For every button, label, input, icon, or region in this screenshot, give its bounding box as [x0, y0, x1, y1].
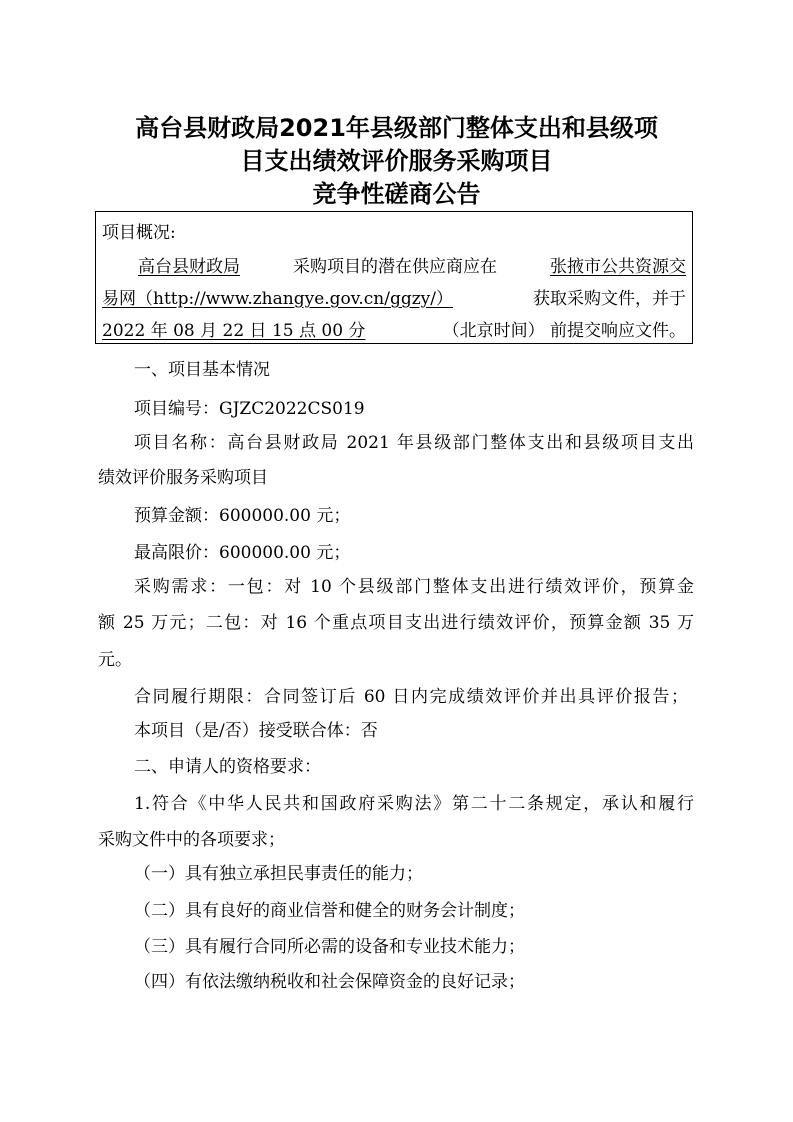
- project-number: 项目编号：GJZC2022CS019: [134, 399, 365, 419]
- max-price: 最高限价：600000.00 元；: [134, 543, 351, 563]
- overview-heading: 项目概况:: [102, 223, 176, 243]
- overview-line-2: [102, 288, 686, 310]
- requirement-item-1: （一）具有独立承担民事责任的能力；: [134, 864, 423, 884]
- demand-line-3: 元。: [98, 650, 132, 670]
- demand-line-2: 额 25 万元；二包：对 16 个重点项目支出进行绩效评价，预算金额 35 万: [98, 613, 694, 633]
- consortium-acceptance: 本项目（是/否）接受联合体：否: [134, 721, 378, 741]
- overview-line-3: [102, 320, 686, 342]
- requirement-1-line-1: 1.符合《中华人民共和国政府采购法》第二十二条规定，承认和履行: [134, 794, 694, 814]
- overview-line-1: [138, 256, 686, 278]
- requirement-item-3: （三）具有履行合同所必需的设备和专业技术能力；: [134, 937, 525, 957]
- budget-amount: 预算金额：600000.00 元；: [134, 506, 351, 526]
- overview-line-3-text: （北京时间） 前提交响应文件。: [442, 321, 686, 341]
- requirement-1-line-2: 采购文件中的各项要求；: [98, 830, 285, 850]
- title-line-1: 高台县财政局2021年县级部门整体支出和县级项: [135, 114, 658, 142]
- overview-line-1-text: 采购项目的潜在供应商应在: [293, 257, 497, 277]
- section-2-heading: 二、申请人的资格要求：: [134, 757, 321, 777]
- requirement-item-4: （四）有依法缴纳税收和社会保障资金的良好记录；: [134, 972, 525, 992]
- section-1-heading: 一、项目基本情况: [134, 360, 270, 380]
- purchaser-name: 高台县财政局: [138, 257, 240, 277]
- project-name-line-2: 绩效评价服务采购项目: [98, 468, 268, 488]
- platform-link[interactable]: 易网（http://www.zhangye.gov.cn/ggzy/）: [102, 289, 454, 309]
- project-overview-box: [95, 211, 693, 344]
- platform-name-part1: 张掖市公共资源交: [550, 257, 686, 277]
- title-line-2: 目支出绩效评价服务采购项目: [240, 147, 553, 175]
- overview-line-2-text: 获取采购文件，并于: [533, 289, 686, 309]
- title-line-3: 竞争性磋商公告: [312, 180, 481, 208]
- requirement-item-2: （二）具有良好的商业信誉和健全的财务会计制度；: [134, 901, 525, 921]
- contract-period: 合同履行期限：合同签订后 60 日内完成绩效评价并出具评价报告；: [134, 687, 688, 707]
- submission-deadline: 2022 年 08 月 22 日 15 点 00 分: [102, 321, 366, 341]
- project-name-line-1: 项目名称：高台县财政局 2021 年县级部门整体支出和县级项目支出: [134, 433, 694, 453]
- demand-line-1: 采购需求：一包：对 10 个县级部门整体支出进行绩效评价，预算金: [134, 577, 694, 597]
